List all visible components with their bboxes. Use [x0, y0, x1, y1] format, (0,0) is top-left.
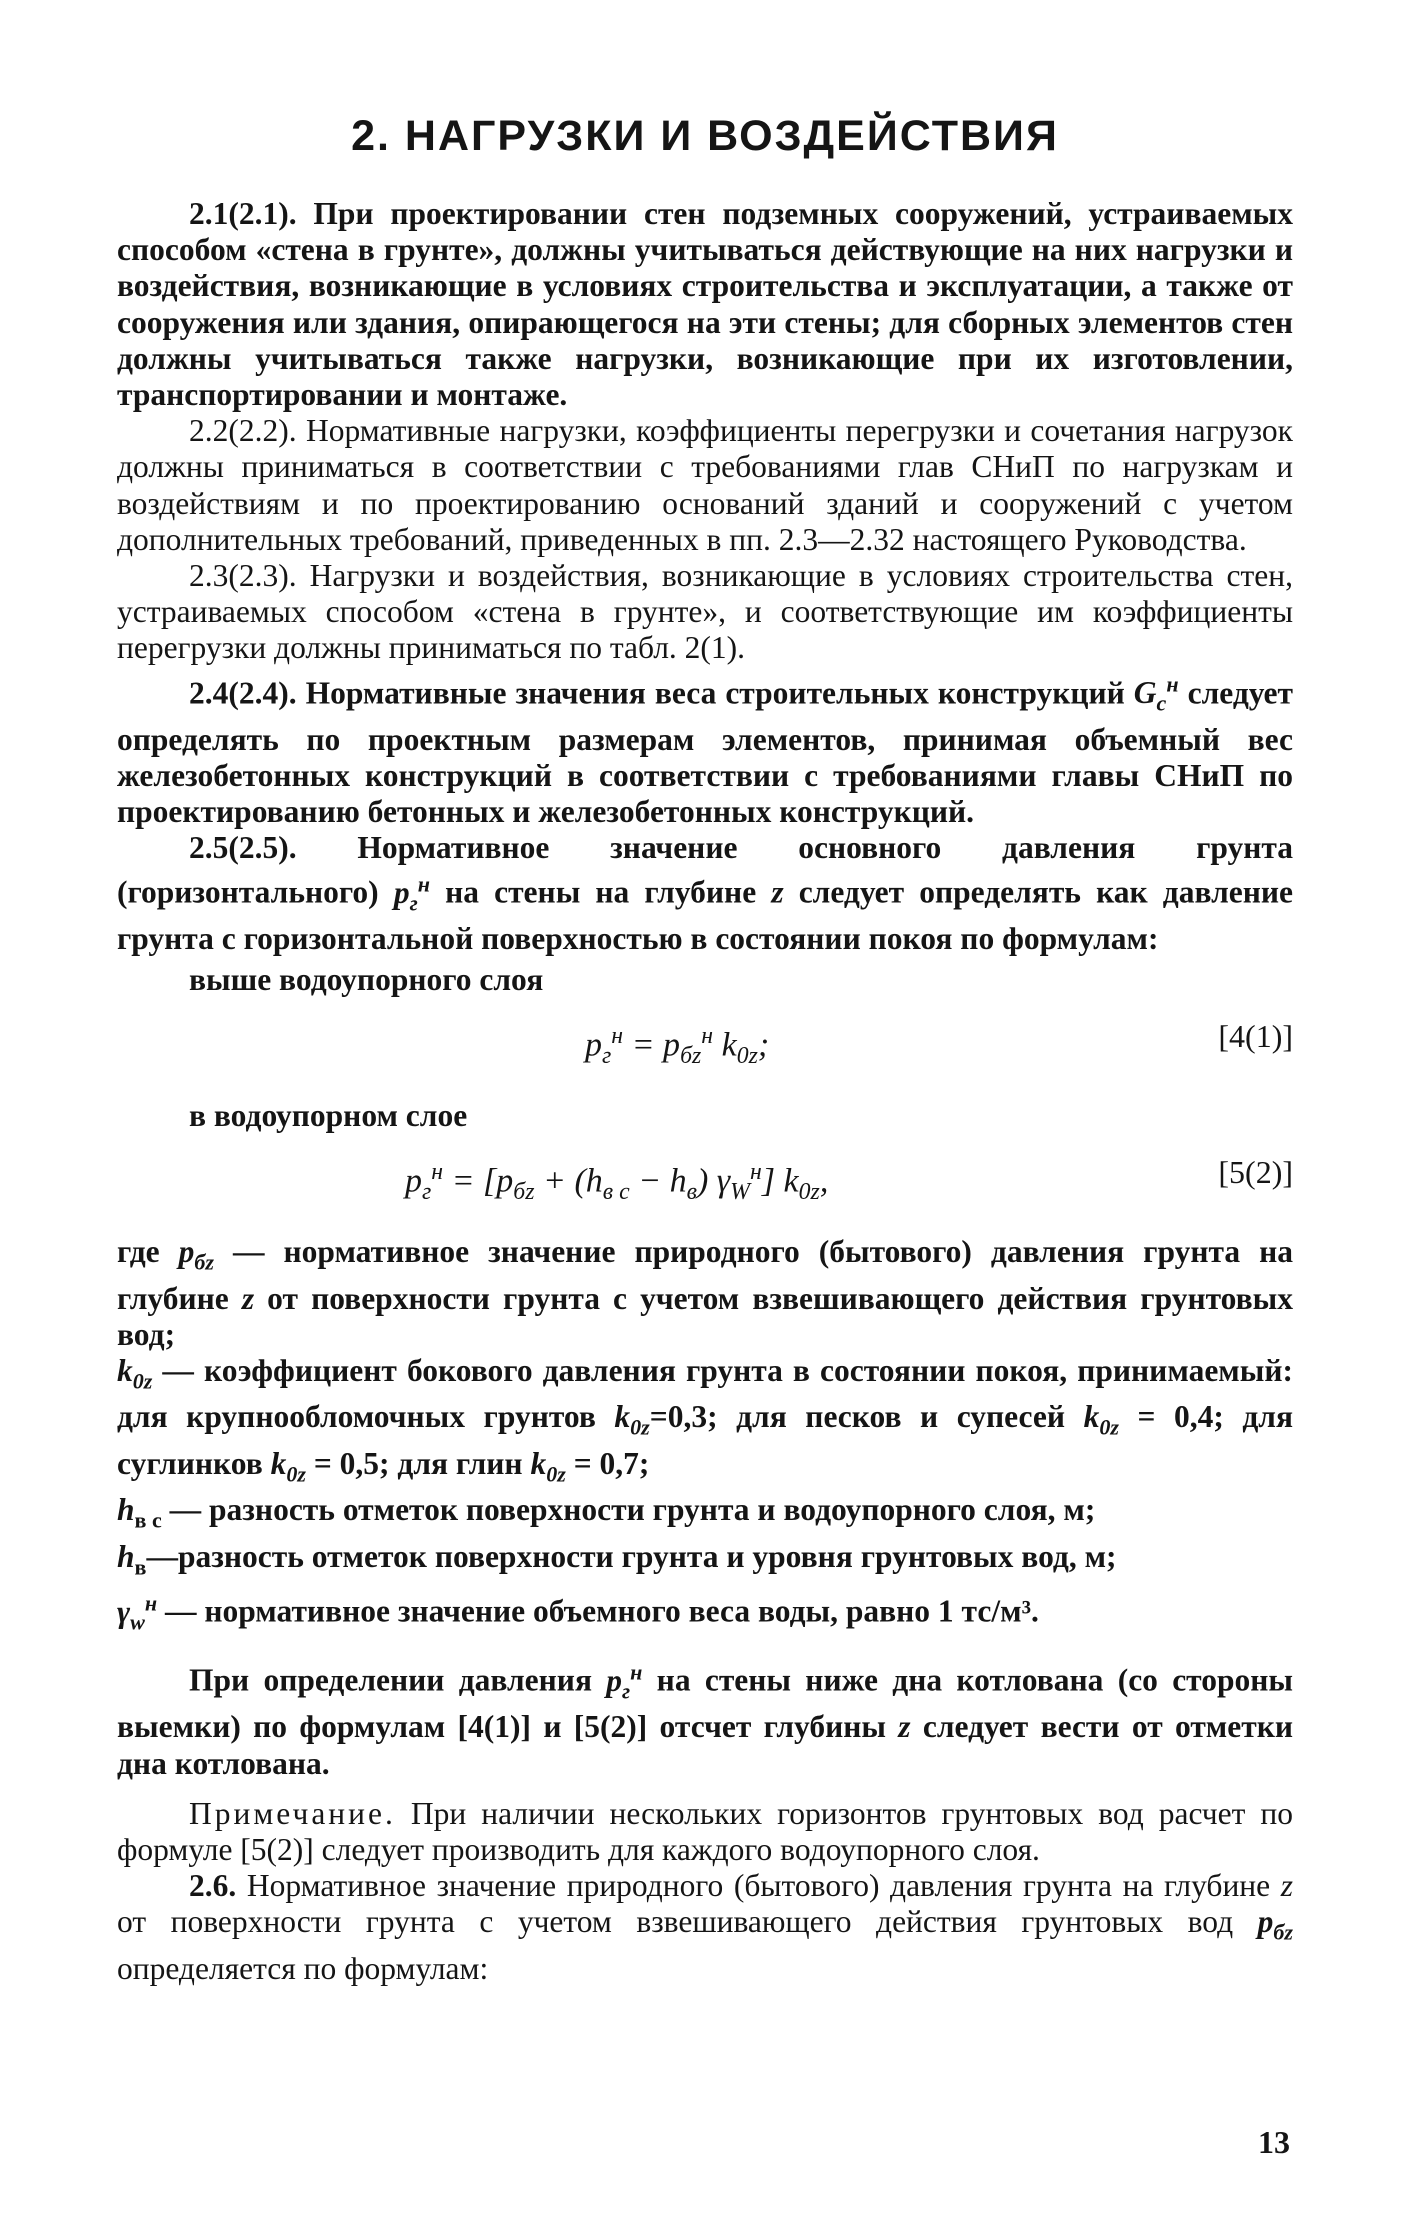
definition-p: где $p_{бz}$ — нормативное значение природного (бытового) давления грунта на глубине z от поверхности грунта с учетом взвешивающего действия грунтовых вод; — [117, 1234, 1293, 1352]
paragraph-2-3: 2.3(2.3). Нагрузки и воздействия, возникающие в условиях строительства стен, устраиваемых способом «стена в грунте», и соответствующие им коэффициенты перегрузки должны приниматься по табл. 2(1). — [117, 558, 1293, 666]
symbol-g: $G_с^н$ — [1133, 671, 1179, 716]
paragraph-2-6: 2.6. Нормативное значение природного (бытового) давления грунта на глубине z от поверхности грунта с учетом взвешивающего действия грунтовых вод $p_{бz}$ определяется по формулам: — [117, 1868, 1293, 1986]
label-above-aquiclude: выше водоупорного слоя — [189, 961, 544, 997]
page-content — [117, 108, 1293, 1987]
paragraph-2-5: 2.5(2.5). Нормативное значение основного давления грунта (горизонтального) $p_г^н$ на стены на глубине z следует определять как давление грунта с горизонтальной поверхностью в состоянии покоя по формулам: — [117, 830, 1293, 957]
formula-number-5-2: [5(2)] — [1218, 1154, 1293, 1191]
section-title: 2. НАГРУЗКИ И ВОЗДЕЙСТВИЯ — [351, 112, 1059, 160]
definition-hvc: $h_{в с}$ — разность отметок поверхности грунта и водоупорного слоя, м; — [117, 1492, 1096, 1533]
label-in-aquiclude: в водоупорном слое — [189, 1097, 468, 1133]
paragraph-2-2: 2.2(2.2). Нормативные нагрузки, коэффициенты перегрузки и сочетания нагрузок должны приниматься в соответствии с требованиями глав СНиП по нагрузкам и воздействиям и по проектированию оснований зданий и сооружений с учетом дополнительных требований, приведенных в пп. 2.3—2.32 настоящего Руководства. — [117, 413, 1293, 557]
definition-gamma: $\gamma_w^н$ — нормативное значение объемного веса воды, равно 1 тс/м³. — [117, 1590, 1039, 1635]
paragraph-2-1: 2.1(2.1). При проектировании стен подземных сооружений, устраиваемых способом «стена в грунте», должны учитываться действующие на них нагрузки и воздействия, возникающие в условиях строительства и эксплуатации, а также от сооружения или здания, опирающегося на эти стены; для сборных элементов стен должны учитываться также нагрузки, возникающие при их изготовлении, транспортировании и монтаже. — [117, 196, 1293, 413]
note-paragraph: Примечание. При наличии нескольких горизонтов грунтовых вод расчет по формуле [5(2)] следует производить для каждого водоупорного слоя. — [117, 1795, 1293, 1868]
page-number: 13 — [1258, 2124, 1290, 2160]
paragraph-2-4: 2.4(2.4). Нормативные значения веса строительных конструкций $G_с^н$ следует определять по проектным размерам элементов, принимая объемный вес железобетонных конструкций в соответствии с требованиями главы СНиП по проектированию бетонных и железобетонных конструкций. — [117, 671, 1293, 830]
formula-number-4-1: [4(1)] — [1218, 1017, 1293, 1054]
definition-k: $k_{0z}$ — коэффициент бокового давления грунта в состоянии покоя, принимаемый: для крупнообломочных грунтов $k_{0z}=0,3$; для песков и супесей $k_{0z} = 0,4$; для суглинков $k_{0z} = 0,5$; для глин $k_{0z} = 0,7$; — [117, 1352, 1293, 1487]
formula-5-2: $p_г^н = [p_{бz} + (h_{в с} - h_в)$ $\gamma_W^н$] $k_{0z}$, [5(2)] — [405, 1154, 1293, 1206]
paragraph-bottom-depth: При определении давления $p_г^н$ на стены ниже дна котлована (со стороны выемки) по формулам [4(1)] и [5(2)] отсчет глубины z следует вести от отметки дна котлована. — [117, 1659, 1293, 1781]
definition-hv: $h_в—разность$ отметок поверхности грунта и уровня грунтовых вод, м; — [117, 1538, 1117, 1580]
formula-4-1: $p_г^н = p_{бz}^н$ $k_{0z}$; [4(1)] — [585, 1017, 1293, 1069]
